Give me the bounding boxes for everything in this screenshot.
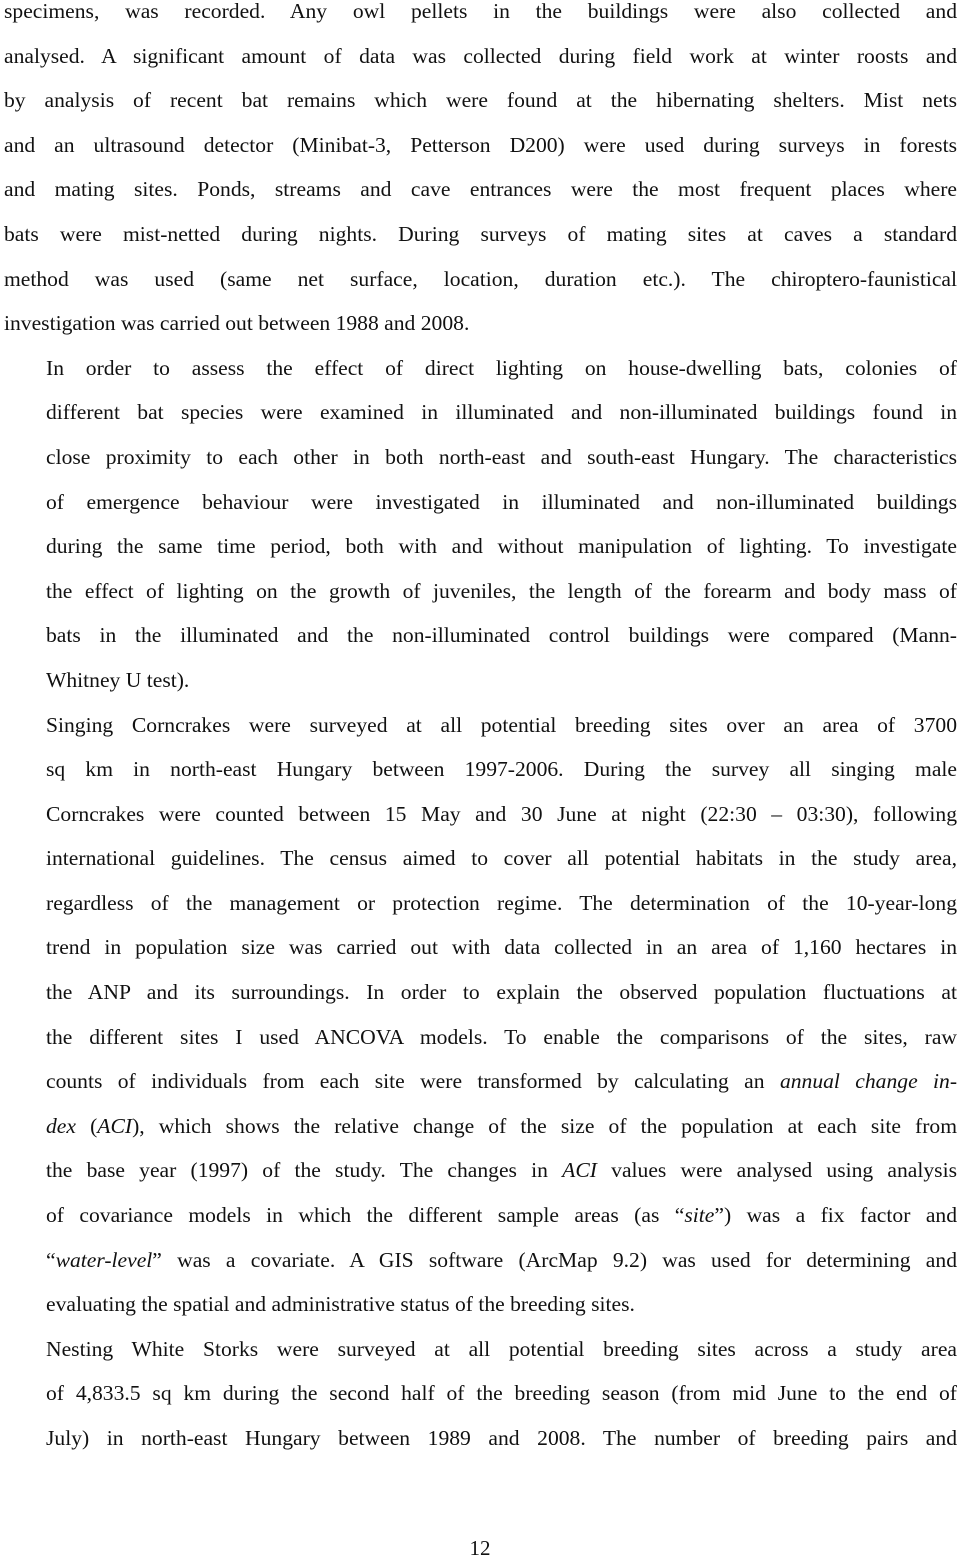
text-line: regardless of the management or protection regime. The determination of the 10-year-long [46,890,957,915]
text-line: trend in population size was carried out with data collected in an area of 1,160 hectares in [46,935,957,960]
text-line: Singing Corncrakes were surveyed at all potential breeding sites over an area of 3700 [46,712,957,737]
italic-term: dex [46,1113,76,1138]
text-line: specimens, was recorded. Any owl pellets in the buildings were also collected and [4,0,957,23]
text-line: July) in north-east Hungary between 1989 and 2008. The number of breeding pairs and [46,1426,957,1450]
italic-term: annual change in- [779,1069,958,1094]
text-line: bats in the illuminated and the non-illuminated control buildings were compared (Mann- [46,623,957,648]
text-line: close proximity to each other in both north-east and south-east Hungary. The characteristics [46,444,957,469]
text-line: counts of individuals from each site were transformed by calculating an annual change in- [46,1069,958,1094]
text-line: method was used (same net surface, location, duration etc.). The chiroptero-faunistical [4,266,957,291]
text-line: evaluating the spatial and administrative status of the breeding sites. [46,1292,635,1317]
text-line: and mating sites. Ponds, streams and cave entrances were the most frequent places where [4,177,957,202]
text-line: the effect of lighting on the growth of juveniles, the length of the forearm and body mass of [46,578,957,603]
text-line: during the same time period, both with and without manipulation of lighting. To investigate [46,534,957,559]
text-line: sq km in north-east Hungary between 1997-2006. During the survey all singing male [46,757,957,782]
text-line: of 4,833.5 sq km during the second half of the breeding season (from mid June to the end of [46,1381,957,1406]
text-line: of emergence behaviour were investigated in illuminated and non-illuminated buildings [46,489,957,514]
italic-term: water-level [55,1247,153,1272]
italic-term: ACI [97,1113,133,1138]
text-line: the different sites I used ANCOVA models. To enable the comparisons of the sites, raw [46,1024,957,1049]
text-line: “water-level” was a covariate. A GIS software (ArcMap 9.2) was used for determining and [46,1247,957,1272]
paragraph [4,0,957,346]
text-line: Whitney U test). [46,667,190,692]
text-line: Nesting White Storks were surveyed at all potential breeding sites across a study area [46,1336,957,1361]
paragraph [4,346,957,703]
text-line: different bat species were examined in illuminated and non-illuminated buildings found in [46,400,957,425]
page-number: 12 [469,1536,491,1560]
text-line: analysed. A significant amount of data was collected during field work at winter roosts and [4,43,957,68]
text-line: In order to assess the effect of direct lighting on house-dwelling bats, colonies of [46,355,957,380]
paragraph [4,703,957,1327]
text-line: Corncrakes were counted between 15 May and 30 June at night (22:30 – 03:30), following [46,801,957,826]
body-text [4,0,957,1461]
text-line: by analysis of recent bat remains which were found at the hibernating shelters. Mist nets [4,88,957,113]
text-line: investigation was carried out between 1988 and 2008. [4,311,470,336]
text-line: the base year (1997) of the study. The changes in ACI values were analysed using analysis [46,1158,957,1183]
text-line: and an ultrasound detector (Minibat-3, Petterson D200) were used during surveys in forests [4,132,957,157]
text-line: the ANP and its surroundings. In order to explain the observed population fluctuations at [46,980,957,1005]
text-line: bats were mist-netted during nights. During surveys of mating sites at caves a standard [4,221,957,246]
text-line: of covariance models in which the different sample areas (as “site”) was a fix factor and [46,1203,957,1228]
text-line: dex (ACI), which shows the relative change of the size of the population at each site from [46,1113,957,1138]
paragraph [4,1327,957,1461]
text-line: international guidelines. The census aimed to cover all potential habitats in the study area, [46,846,957,871]
italic-term: ACI [562,1158,597,1183]
italic-term: site [684,1203,715,1228]
